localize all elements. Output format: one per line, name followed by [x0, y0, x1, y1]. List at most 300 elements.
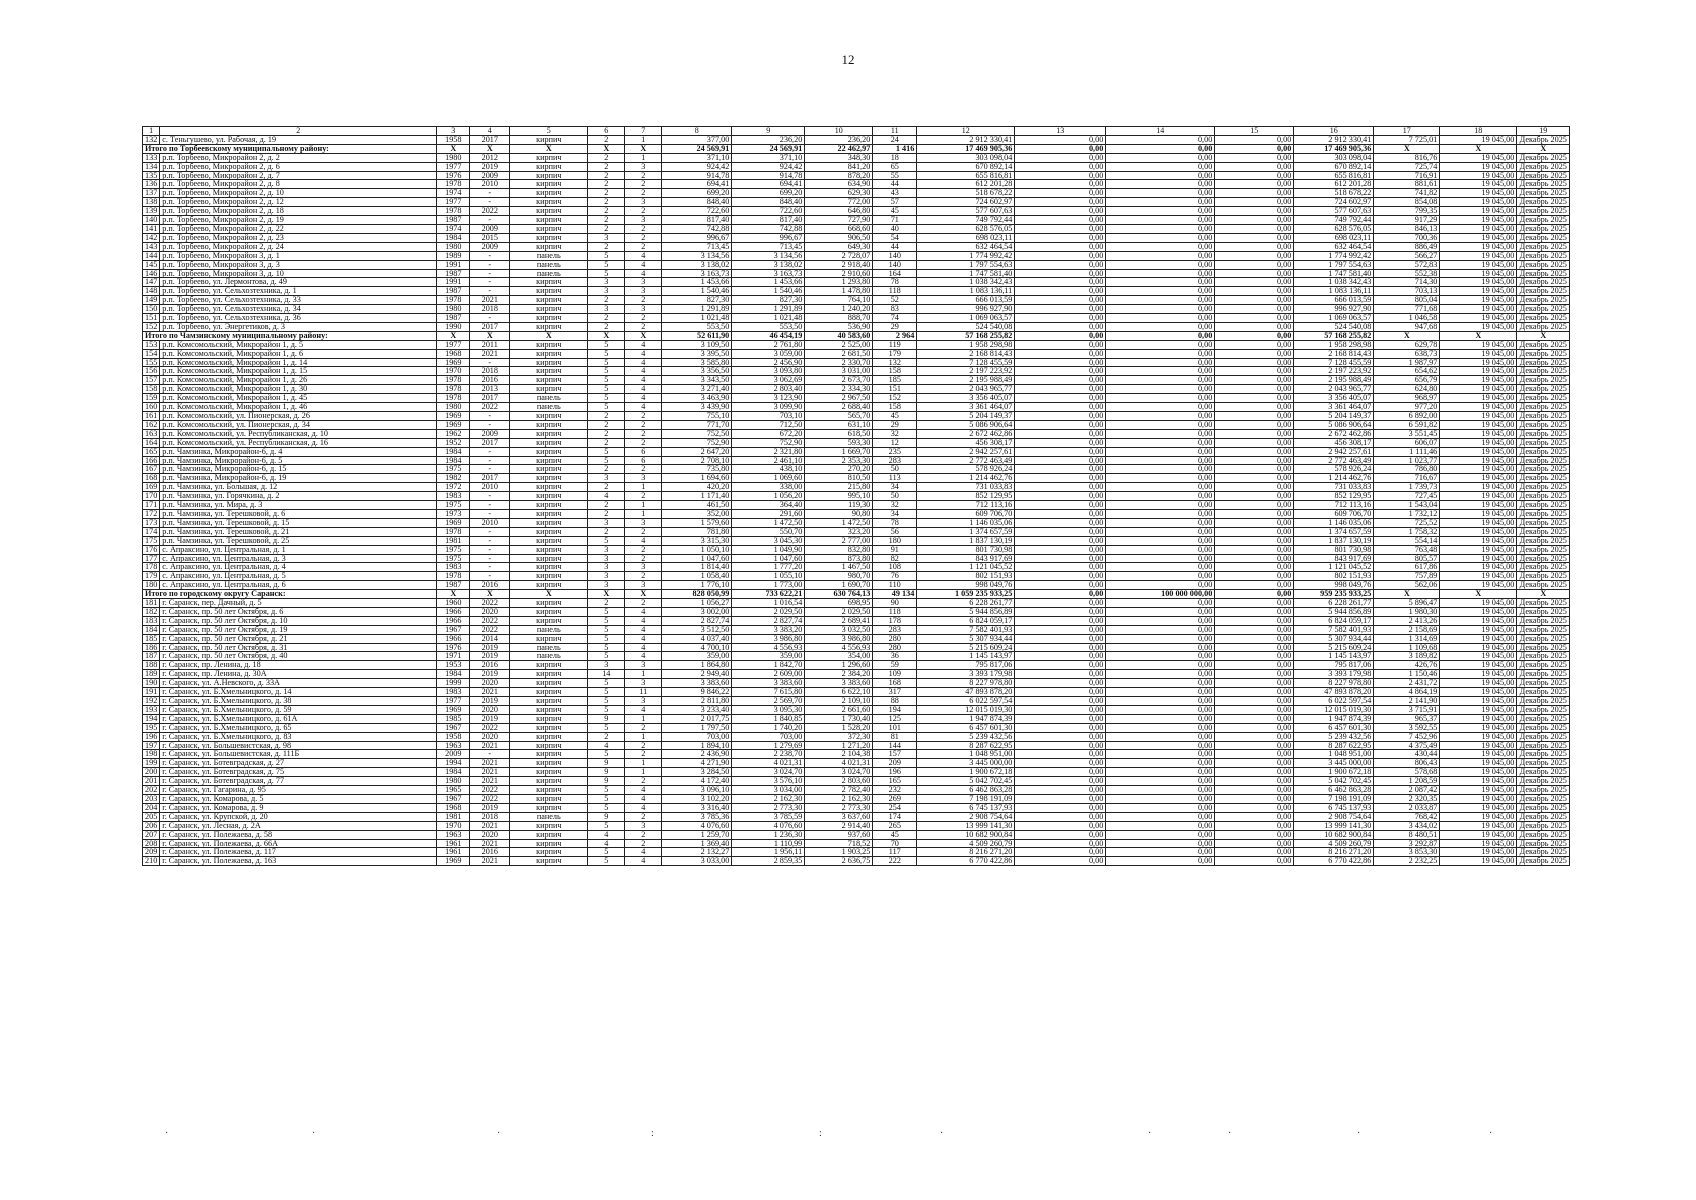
table-row: [143, 741, 1570, 750]
table-cell: 155: [143, 358, 160, 367]
table-row: [143, 812, 1570, 821]
table-cell: 12 015 019,30: [1294, 705, 1374, 714]
table-cell: 0,00: [1215, 839, 1294, 848]
table-cell: 1980: [437, 305, 470, 314]
table-cell: кирпич: [510, 821, 588, 830]
table-cell: кирпич: [510, 412, 588, 421]
table-cell: р.п. Комсомольский, ул. Республиканская, д. 10: [160, 429, 437, 438]
table-cell: X: [625, 331, 662, 340]
table-cell: 0,00: [1215, 554, 1294, 563]
table-cell: г. Саранск, ул. Б.Хмельницкого, д. 61А: [160, 714, 437, 723]
table-cell: 632 464,54: [1294, 242, 1374, 251]
table-cell: 4 076,60: [662, 821, 732, 830]
table-cell: 631,10: [805, 420, 873, 429]
table-cell: 19 045,00: [1440, 492, 1517, 501]
table-cell: X: [437, 144, 470, 153]
table-cell: 0,00: [1106, 420, 1215, 429]
table-cell: 3 032,50: [805, 625, 873, 634]
table-cell: кирпич: [510, 367, 588, 376]
table-cell: 5: [588, 456, 625, 465]
table-cell: г. Саранск, ул. Б.Хмельницкого, д. 59: [160, 705, 437, 714]
table-cell: 0,00: [1215, 670, 1294, 679]
table-cell: 19 045,00: [1440, 412, 1517, 421]
table-cell: 1987: [437, 287, 470, 296]
table-cell: 0,00: [1106, 269, 1215, 278]
table-cell: 1990: [437, 322, 470, 331]
table-cell: Декабрь 2025: [1517, 821, 1570, 830]
table-cell: 204: [143, 803, 160, 812]
table-cell: 0,00: [1215, 465, 1294, 474]
table-cell: 606,07: [1374, 438, 1440, 447]
table-cell: 998 049,76: [917, 581, 1015, 590]
table-cell: 0,00: [1215, 518, 1294, 527]
table-cell: 2021: [470, 821, 510, 830]
table-cell: 19 045,00: [1440, 474, 1517, 483]
table-cell: Декабрь 2025: [1517, 305, 1570, 314]
table-cell: 90: [873, 599, 917, 608]
table-cell: кирпич: [510, 607, 588, 616]
table-cell: 2019: [470, 652, 510, 661]
table-cell: 2009: [470, 429, 510, 438]
table-cell: 19 045,00: [1440, 296, 1517, 305]
table-cell: кирпич: [510, 189, 588, 198]
table-cell: 578,68: [1374, 768, 1440, 777]
table-cell: 2 827,74: [732, 616, 805, 625]
column-number-cell: 8: [662, 127, 732, 136]
table-cell: панель: [510, 394, 588, 403]
table-cell: 1978: [437, 385, 470, 394]
table-cell: 550,70: [732, 527, 805, 536]
table-cell: 19 045,00: [1440, 616, 1517, 625]
table-cell: 2 197 223,92: [917, 367, 1015, 376]
table-cell: 3: [625, 162, 662, 171]
table-cell: 700,36: [1374, 233, 1440, 242]
table-cell: 817,40: [662, 216, 732, 225]
table-cell: 1: [625, 670, 662, 679]
table-cell: 3 093,80: [732, 367, 805, 376]
table-cell: 3 031,00: [805, 367, 873, 376]
table-cell: 2: [625, 465, 662, 474]
table-cell: 0,00: [1106, 385, 1215, 394]
table-cell: 2009: [437, 750, 470, 759]
table-cell: 771,68: [1374, 305, 1440, 314]
table-cell: 4 037,40: [662, 634, 732, 643]
table-cell: 0,00: [1015, 688, 1106, 697]
table-row: [143, 786, 1570, 795]
table-cell: 2016: [470, 661, 510, 670]
table-cell: г. Саранск, ул. Комарова, д. 9: [160, 803, 437, 812]
table-cell: 3 785,36: [662, 812, 732, 821]
table-cell: 1972: [437, 483, 470, 492]
table-cell: 3: [625, 198, 662, 207]
table-cell: 0,00: [1215, 180, 1294, 189]
table-cell: 5: [588, 723, 625, 732]
table-cell: -: [470, 554, 510, 563]
table-cell: 968,97: [1374, 394, 1440, 403]
table-cell: 0,00: [1106, 189, 1215, 198]
table-cell: 2: [588, 135, 625, 144]
table-cell: 22 462,97: [805, 144, 873, 153]
table-cell: 0,00: [1215, 189, 1294, 198]
table-cell: 2: [588, 216, 625, 225]
table-cell: 0,00: [1215, 581, 1294, 590]
table-cell: 1 021,48: [662, 314, 732, 323]
table-cell: 1 291,89: [732, 305, 805, 314]
table-cell: 1: [625, 501, 662, 510]
table-cell: 666 013,59: [917, 296, 1015, 305]
table-cell: 2 609,00: [732, 670, 805, 679]
table-cell: 1952: [437, 438, 470, 447]
table-cell: 755,10: [662, 412, 732, 421]
table-cell: 0,00: [1215, 688, 1294, 697]
table-cell: 712 113,16: [917, 501, 1015, 510]
table-cell: 49 134: [873, 590, 917, 599]
table-cell: 1 171,40: [662, 492, 732, 501]
table-cell: кирпич: [510, 839, 588, 848]
table-cell: г. Саранск, ул. Большевистская, д. 98: [160, 741, 437, 750]
table-cell: 0,00: [1015, 509, 1106, 518]
table-cell: Декабрь 2025: [1517, 848, 1570, 857]
table-cell: 1 540,46: [662, 287, 732, 296]
table-cell: 2 321,80: [732, 447, 805, 456]
table-cell: 0,00: [1015, 777, 1106, 786]
table-cell: 980,70: [805, 572, 873, 581]
table-cell: р.п. Торбеево, ул. Сельхозтехника, д. 33: [160, 296, 437, 305]
table-cell: 0,00: [1106, 839, 1215, 848]
table-cell: 0,00: [1106, 376, 1215, 385]
column-number-cell: 15: [1215, 127, 1294, 136]
table-row: [143, 661, 1570, 670]
table-cell: 3 637,60: [805, 812, 873, 821]
table-cell: 7 452,96: [1374, 732, 1440, 741]
table-cell: 0,00: [1215, 394, 1294, 403]
table-cell: 6 462 863,28: [917, 786, 1015, 795]
page-number: 12: [841, 52, 855, 67]
table-cell: 91: [873, 545, 917, 554]
table-cell: 4: [625, 794, 662, 803]
table-cell: 0,00: [1215, 296, 1294, 305]
table-cell: 0,00: [1215, 144, 1294, 153]
table-cell: 36: [873, 652, 917, 661]
column-number-cell: 13: [1015, 127, 1106, 136]
table-cell: 752,50: [662, 429, 732, 438]
table-cell: 4: [625, 376, 662, 385]
table-cell: 0,00: [1215, 563, 1294, 572]
table-cell: 5: [588, 848, 625, 857]
table-cell: 19 045,00: [1440, 848, 1517, 857]
subtotal-label: Итого по Чамзинскому муниципальному району:: [143, 331, 437, 340]
table-cell: 165: [143, 447, 160, 456]
table-cell: р.п. Комсомольский, Микрорайон 1, д. 15: [160, 367, 437, 376]
table-cell: 19 045,00: [1440, 153, 1517, 162]
table-cell: 749 792,44: [917, 216, 1015, 225]
table-cell: 799,35: [1374, 207, 1440, 216]
table-cell: 2 772 463,49: [1294, 456, 1374, 465]
table-cell: Декабрь 2025: [1517, 242, 1570, 251]
table-cell: X: [437, 331, 470, 340]
table-cell: 1970: [437, 821, 470, 830]
table-cell: 703,13: [1374, 287, 1440, 296]
table-cell: 2 330,70: [805, 358, 873, 367]
table-cell: 461,50: [662, 501, 732, 510]
table-cell: 5: [588, 794, 625, 803]
table-cell: 132: [143, 135, 160, 144]
table-cell: -: [470, 447, 510, 456]
table-cell: 0,00: [1015, 242, 1106, 251]
table-cell: 142: [143, 233, 160, 242]
table-cell: 19 045,00: [1440, 741, 1517, 750]
column-number-cell: 12: [917, 127, 1015, 136]
table-cell: 3 284,50: [662, 768, 732, 777]
table-cell: 2021: [470, 349, 510, 358]
table-cell: 9: [588, 777, 625, 786]
table-cell: Декабрь 2025: [1517, 233, 1570, 242]
table-cell: 5: [588, 385, 625, 394]
table-cell: 2022: [470, 403, 510, 412]
table-cell: 0,00: [1015, 705, 1106, 714]
table-cell: 2012: [470, 153, 510, 162]
table-cell: 45: [873, 412, 917, 421]
table-cell: р.п. Чамзинка, Микрорайон-6, д. 15: [160, 465, 437, 474]
table-cell: 19 045,00: [1440, 322, 1517, 331]
table-cell: 0,00: [1215, 242, 1294, 251]
table-cell: 184: [143, 625, 160, 634]
table-cell: кирпич: [510, 314, 588, 323]
table-cell: 2: [625, 429, 662, 438]
table-cell: Декабрь 2025: [1517, 581, 1570, 590]
table-cell: 1969: [437, 518, 470, 527]
table-cell: 2: [625, 492, 662, 501]
table-cell: 0,00: [1215, 590, 1294, 599]
table-cell: 3 189,82: [1374, 652, 1440, 661]
table-cell: 236,20: [805, 135, 873, 144]
table-cell: 1: [625, 759, 662, 768]
table-cell: 0,00: [1106, 153, 1215, 162]
table-cell: 19 045,00: [1440, 563, 1517, 572]
table-cell: 2 132,27: [662, 848, 732, 857]
table-cell: 1 467,50: [805, 563, 873, 572]
table-cell: Декабрь 2025: [1517, 714, 1570, 723]
table-cell: 0,00: [1106, 616, 1215, 625]
table-cell: 0,00: [1106, 821, 1215, 830]
table-cell: 2 827,74: [662, 616, 732, 625]
table-cell: 160: [143, 403, 160, 412]
table-row: [143, 207, 1570, 216]
table-cell: 0,00: [1215, 768, 1294, 777]
table-cell: панель: [510, 269, 588, 278]
table-cell: 34: [873, 509, 917, 518]
table-cell: 0,00: [1015, 305, 1106, 314]
table-cell: 19 045,00: [1440, 162, 1517, 171]
table-cell: 1960: [437, 599, 470, 608]
table-cell: 5: [588, 803, 625, 812]
table-cell: 19 045,00: [1440, 438, 1517, 447]
table-cell: 0,00: [1015, 429, 1106, 438]
table-cell: -: [470, 287, 510, 296]
table-cell: 8 227 978,80: [1294, 679, 1374, 688]
table-cell: 2 912 330,41: [917, 135, 1015, 144]
table-cell: 8 216 271,20: [917, 848, 1015, 857]
table-cell: 3 585,80: [662, 358, 732, 367]
table-row: [143, 314, 1570, 323]
table-cell: 0,00: [1215, 759, 1294, 768]
table-cell: 0,00: [1015, 501, 1106, 510]
table-cell: 2: [588, 465, 625, 474]
table-cell: кирпич: [510, 509, 588, 518]
table-cell: 2: [625, 180, 662, 189]
table-cell: Декабрь 2025: [1517, 438, 1570, 447]
table-cell: 7 582 401,93: [917, 625, 1015, 634]
table-cell: 4: [625, 616, 662, 625]
table-cell: 1985: [437, 714, 470, 723]
table-cell: 6 622,10: [805, 688, 873, 697]
table-cell: 0,00: [1215, 857, 1294, 866]
table-cell: 24 569,91: [662, 144, 732, 153]
table-cell: 3 383,60: [662, 679, 732, 688]
table-cell: 194: [143, 714, 160, 723]
table-cell: 0,00: [1106, 794, 1215, 803]
table-cell: 19 045,00: [1440, 394, 1517, 403]
table-cell: 3: [625, 821, 662, 830]
table-cell: 0,00: [1106, 857, 1215, 866]
table-cell: р.п. Чамзинка, Микрорайон-6, д. 19: [160, 474, 437, 483]
table-cell: 117: [873, 848, 917, 857]
table-cell: 2020: [470, 830, 510, 839]
table-cell: 3 356 405,07: [917, 394, 1015, 403]
table-cell: 1: [625, 135, 662, 144]
table-cell: кирпич: [510, 848, 588, 857]
table-cell: 354,00: [805, 652, 873, 661]
table-row: [143, 750, 1570, 759]
table-cell: 359,00: [662, 652, 732, 661]
table-cell: 713,45: [662, 242, 732, 251]
table-cell: 203: [143, 794, 160, 803]
table-cell: 578 926,24: [1294, 465, 1374, 474]
table-cell: р.п. Торбеево, Микрорайон 2, д. 8: [160, 180, 437, 189]
table-cell: 32: [873, 501, 917, 510]
table-cell: 0,00: [1106, 750, 1215, 759]
table-cell: 2 168 814,43: [1294, 349, 1374, 358]
table-cell: 197: [143, 741, 160, 750]
table-cell: 852 129,95: [917, 492, 1015, 501]
table-cell: 524 540,08: [917, 322, 1015, 331]
table-cell: 165: [873, 777, 917, 786]
table-cell: 6 824 059,17: [1294, 616, 1374, 625]
table-cell: 323,20: [805, 527, 873, 536]
table-cell: -: [470, 420, 510, 429]
table-cell: 82: [873, 554, 917, 563]
table-cell: 19 045,00: [1440, 777, 1517, 786]
table-cell: 183: [143, 616, 160, 625]
table-cell: 713,45: [732, 242, 805, 251]
table-cell: Декабрь 2025: [1517, 501, 1570, 510]
table-cell: 2014: [470, 634, 510, 643]
table-cell: 0,00: [1015, 322, 1106, 331]
table-cell: 2 238,70: [732, 750, 805, 759]
table-cell: 2018: [470, 305, 510, 314]
table-cell: 32: [873, 429, 917, 438]
table-cell: 749 792,44: [1294, 216, 1374, 225]
table-cell: 2 661,60: [805, 705, 873, 714]
table-cell: 5: [588, 679, 625, 688]
table-cell: -: [470, 189, 510, 198]
table-cell: 19 045,00: [1440, 518, 1517, 527]
table-cell: 670 892,14: [917, 162, 1015, 171]
table-cell: 618,50: [805, 429, 873, 438]
table-cell: 1: [625, 768, 662, 777]
table-cell: 2: [625, 750, 662, 759]
table-cell: 4 021,31: [805, 759, 873, 768]
table-cell: 3 134,56: [662, 251, 732, 260]
table-cell: 0,00: [1106, 554, 1215, 563]
table-cell: 1 730,40: [805, 714, 873, 723]
table-cell: 2 773,30: [732, 803, 805, 812]
table-cell: 13 999 141,30: [917, 821, 1015, 830]
table-cell: 0,00: [1106, 652, 1215, 661]
table-cell: 283: [873, 456, 917, 465]
table-cell: Декабрь 2025: [1517, 670, 1570, 679]
table-cell: 917,29: [1374, 216, 1440, 225]
table-cell: 1975: [437, 545, 470, 554]
table-cell: 2: [625, 242, 662, 251]
table-cell: 157: [143, 376, 160, 385]
table-cell: 19 045,00: [1440, 429, 1517, 438]
table-cell: 1 956,11: [732, 848, 805, 857]
table-cell: 24: [873, 135, 917, 144]
table-cell: 0,00: [1106, 162, 1215, 171]
table-cell: 806,43: [1374, 759, 1440, 768]
table-cell: 843 917,69: [1294, 554, 1374, 563]
table-cell: 1 047,60: [732, 554, 805, 563]
table-cell: 0,00: [1215, 697, 1294, 706]
table-cell: кирпич: [510, 581, 588, 590]
table-cell: 1978: [437, 180, 470, 189]
table-cell: кирпич: [510, 732, 588, 741]
table-cell: 2022: [470, 599, 510, 608]
table-cell: 19 045,00: [1440, 652, 1517, 661]
table-cell: 76: [873, 572, 917, 581]
table-cell: 1 776,10: [662, 581, 732, 590]
table-cell: 0,00: [1015, 456, 1106, 465]
table-cell: 0,00: [1215, 385, 1294, 394]
table-cell: 1980: [437, 153, 470, 162]
table-cell: 2021: [470, 741, 510, 750]
table-cell: 3 096,10: [662, 786, 732, 795]
table-row: [143, 376, 1570, 385]
table-cell: 752,90: [662, 438, 732, 447]
table-cell: 119: [873, 340, 917, 349]
table-cell: 186: [143, 643, 160, 652]
table-cell: кирпич: [510, 688, 588, 697]
table-cell: 19 045,00: [1440, 599, 1517, 608]
table-cell: 0,00: [1015, 643, 1106, 652]
table-cell: г. Саранск, ул. Лесная, д. 2А: [160, 821, 437, 830]
table-cell: кирпич: [510, 340, 588, 349]
table-cell: 4 700,10: [662, 643, 732, 652]
table-cell: 150: [143, 305, 160, 314]
table-cell: 0,00: [1015, 278, 1106, 287]
table-cell: 2: [588, 153, 625, 162]
table-cell: 1975: [437, 501, 470, 510]
table-cell: -: [470, 527, 510, 536]
table-cell: 1 314,69: [1374, 634, 1440, 643]
table-cell: 137: [143, 189, 160, 198]
table-cell: 65: [873, 162, 917, 171]
table-cell: X: [510, 590, 588, 599]
table-row: [143, 251, 1570, 260]
table-cell: 19 045,00: [1440, 509, 1517, 518]
table-cell: 1 145 143,97: [917, 652, 1015, 661]
